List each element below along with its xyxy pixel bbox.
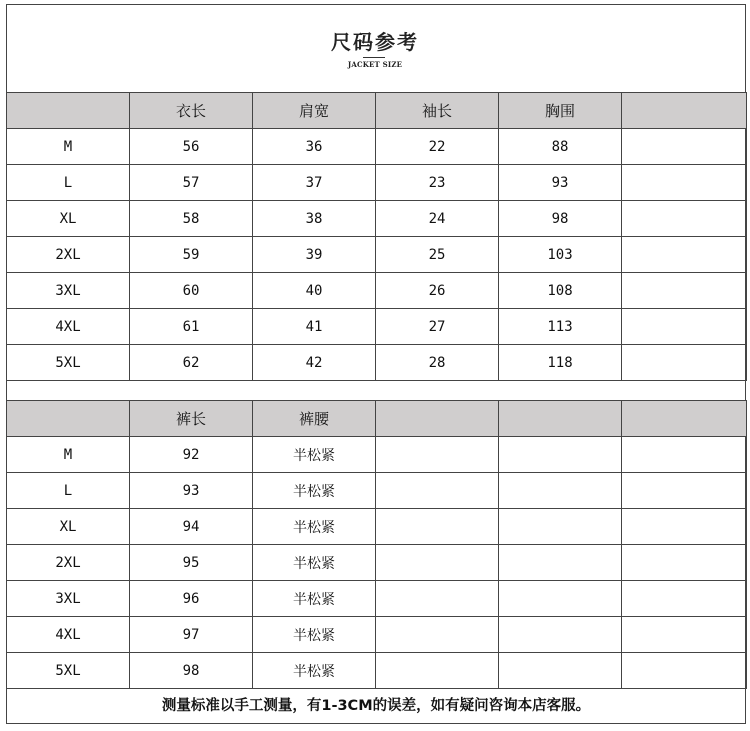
table-cell xyxy=(622,345,747,381)
table-cell: 95 xyxy=(130,545,253,581)
table-row xyxy=(7,545,747,581)
column-header: 裤长 xyxy=(130,401,253,437)
size-label-cell: XL xyxy=(7,509,130,545)
column-header xyxy=(499,401,622,437)
table-cell: 23 xyxy=(376,165,499,201)
size-label-cell: 2XL xyxy=(7,545,130,581)
table-row xyxy=(7,617,747,653)
table-cell: 61 xyxy=(130,309,253,345)
table-cell: 40 xyxy=(253,273,376,309)
column-header xyxy=(7,401,130,437)
table-header-row xyxy=(7,93,747,129)
table-cell xyxy=(376,509,499,545)
table-cell xyxy=(376,473,499,509)
size-label-cell: 3XL xyxy=(7,273,130,309)
table-cell xyxy=(499,617,622,653)
table-cell: 25 xyxy=(376,237,499,273)
table-cell xyxy=(622,165,747,201)
table-cell: 92 xyxy=(130,437,253,473)
table-cell xyxy=(499,473,622,509)
column-header: 肩宽 xyxy=(253,93,376,129)
table-cell xyxy=(622,309,747,345)
table-cell: 27 xyxy=(376,309,499,345)
table-cell xyxy=(499,545,622,581)
table-cell: 半松紧 xyxy=(253,653,376,689)
column-header xyxy=(622,401,747,437)
column-header: 袖长 xyxy=(376,93,499,129)
table-cell xyxy=(622,581,747,617)
table-cell xyxy=(376,617,499,653)
table-cell: 半松紧 xyxy=(253,437,376,473)
table-cell: 半松紧 xyxy=(253,617,376,653)
table-cell: 半松紧 xyxy=(253,473,376,509)
table-cell: 半松紧 xyxy=(253,545,376,581)
table-cell: 39 xyxy=(253,237,376,273)
pants-size-table xyxy=(6,400,747,689)
column-header: 衣长 xyxy=(130,93,253,129)
table-cell xyxy=(376,581,499,617)
table-cell: 36 xyxy=(253,129,376,165)
table-row xyxy=(7,201,747,237)
table-cell: 113 xyxy=(499,309,622,345)
table-cell: 62 xyxy=(130,345,253,381)
table-row xyxy=(7,509,747,545)
table-cell: 94 xyxy=(130,509,253,545)
table-row xyxy=(7,653,747,689)
table-cell: 103 xyxy=(499,237,622,273)
table-cell xyxy=(622,545,747,581)
table-cell: 26 xyxy=(376,273,499,309)
table-cell: 半松紧 xyxy=(253,581,376,617)
table-cell xyxy=(622,437,747,473)
table-cell: 41 xyxy=(253,309,376,345)
table-cell: 24 xyxy=(376,201,499,237)
table-row xyxy=(7,437,747,473)
size-label-cell: 5XL xyxy=(7,345,130,381)
column-header: 胸围 xyxy=(499,93,622,129)
page-title: 尺码参考 xyxy=(331,30,419,54)
table-row xyxy=(7,345,747,381)
table-cell xyxy=(499,509,622,545)
table-cell: 38 xyxy=(253,201,376,237)
table-cell: 93 xyxy=(130,473,253,509)
size-label-cell: 5XL xyxy=(7,653,130,689)
size-label-cell: 2XL xyxy=(7,237,130,273)
table-cell xyxy=(499,581,622,617)
size-label-cell: XL xyxy=(7,201,130,237)
size-label-cell: L xyxy=(7,165,130,201)
table-cell: 58 xyxy=(130,201,253,237)
table-cell: 93 xyxy=(499,165,622,201)
title-block xyxy=(6,4,744,92)
column-header: 裤腰 xyxy=(253,401,376,437)
title-divider xyxy=(363,57,385,58)
table-cell xyxy=(622,473,747,509)
table-row xyxy=(7,581,747,617)
size-label-cell: M xyxy=(7,129,130,165)
table-cell xyxy=(499,437,622,473)
size-label-cell: M xyxy=(7,437,130,473)
table-row xyxy=(7,309,747,345)
table-cell: 108 xyxy=(499,273,622,309)
table-cell: 60 xyxy=(130,273,253,309)
page-subtitle: JACKET SIZE xyxy=(347,60,403,69)
size-label-cell: L xyxy=(7,473,130,509)
size-label-cell: 4XL xyxy=(7,617,130,653)
table-cell xyxy=(622,653,747,689)
column-header xyxy=(622,93,747,129)
table-cell: 98 xyxy=(499,201,622,237)
table-row xyxy=(7,473,747,509)
table-cell xyxy=(376,545,499,581)
table-cell xyxy=(622,617,747,653)
table-row xyxy=(7,237,747,273)
table-header-row xyxy=(7,401,747,437)
column-header xyxy=(376,401,499,437)
table-cell xyxy=(622,129,747,165)
size-label-cell: 3XL xyxy=(7,581,130,617)
table-cell: 56 xyxy=(130,129,253,165)
table-cell: 22 xyxy=(376,129,499,165)
table-cell: 57 xyxy=(130,165,253,201)
table-row xyxy=(7,165,747,201)
column-header xyxy=(7,93,130,129)
size-label-cell: 4XL xyxy=(7,309,130,345)
table-cell: 37 xyxy=(253,165,376,201)
table-cell: 118 xyxy=(499,345,622,381)
table-cell xyxy=(622,509,747,545)
table-cell xyxy=(499,653,622,689)
table-cell: 半松紧 xyxy=(253,509,376,545)
table-row xyxy=(7,273,747,309)
jacket-size-table xyxy=(6,92,747,381)
table-cell xyxy=(622,237,747,273)
table-cell: 28 xyxy=(376,345,499,381)
table-row xyxy=(7,129,747,165)
measurement-note: 测量标准以手工测量，有1-3CM的误差，如有疑问咨询本店客服。 xyxy=(161,698,591,714)
table-cell xyxy=(622,273,747,309)
table-cell: 42 xyxy=(253,345,376,381)
table-cell xyxy=(376,437,499,473)
table-cell: 97 xyxy=(130,617,253,653)
table-cell: 59 xyxy=(130,237,253,273)
table-cell: 88 xyxy=(499,129,622,165)
table-cell xyxy=(622,201,747,237)
table-cell xyxy=(376,653,499,689)
table-cell: 98 xyxy=(130,653,253,689)
table-cell: 96 xyxy=(130,581,253,617)
